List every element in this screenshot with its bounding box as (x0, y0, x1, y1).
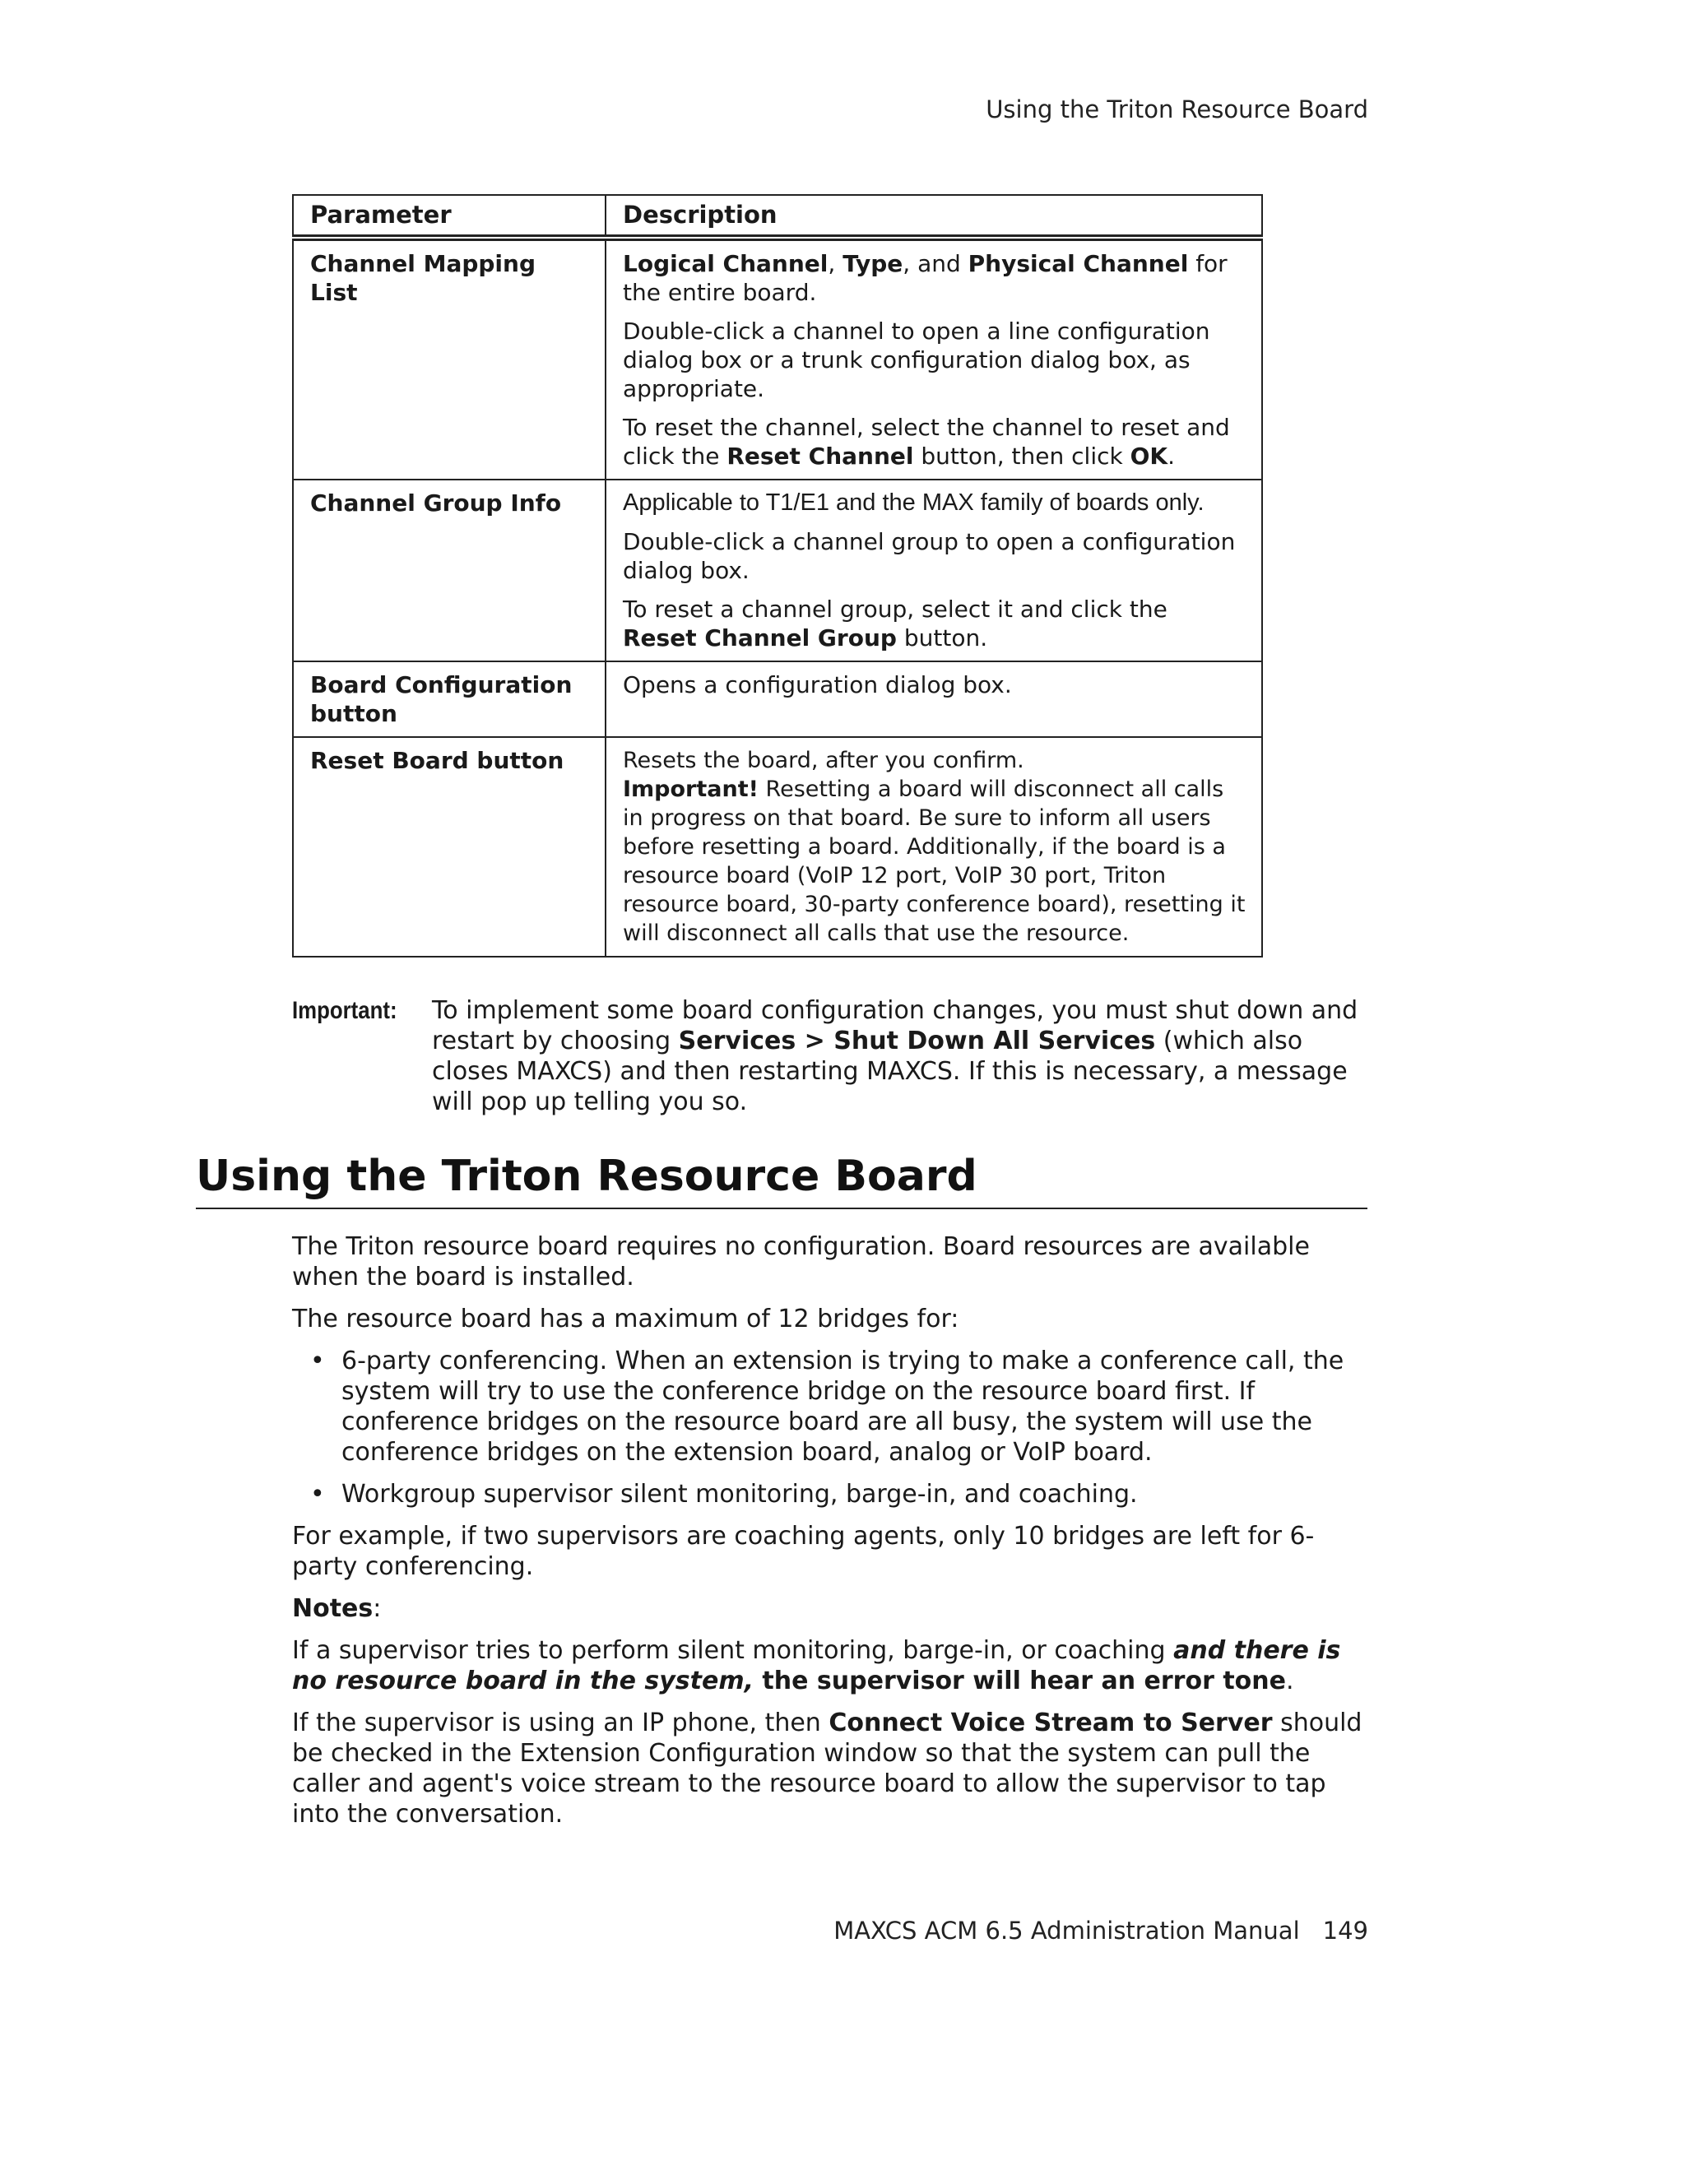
column-header-parameter: Parameter (293, 195, 606, 238)
parameter-name: Channel Mapping List (293, 238, 606, 480)
list-item-text: 6-party conferencing. When an extension is trying to make a conference call, the system will try to use the conference bridge on the resource board first. If conference bridges on the resource board are all busy, the system will use the conference bridges on the extension board, analog or VoIP board. (341, 1347, 1344, 1467)
table-row (293, 737, 1262, 957)
text-run: button, then click (913, 443, 1130, 470)
list-item-text: Workgroup supervisor silent monitoring, barge-in, and coaching. (341, 1480, 1138, 1509)
list-item (310, 1479, 1370, 1509)
text-run: for the entire board. (623, 250, 1228, 306)
parameter-name: Board Configuration button (293, 661, 606, 737)
body-paragraph (292, 1635, 1370, 1696)
parameter-description (606, 737, 1262, 957)
bold-text: the supervisor will hear an error tone (753, 1667, 1286, 1695)
menu-path: Services > Shut Down All Services (678, 1027, 1156, 1055)
text-run: (which also closes MAXCS) and then restarting MAXCS. If this is necessary, a message will pop up telling you so. (432, 1027, 1348, 1116)
parameter-table (292, 194, 1263, 958)
body-paragraph (292, 1708, 1370, 1829)
bullet-icon: • (310, 1480, 325, 1509)
body-paragraph: For example, if two supervisors are coaching agents, only 10 bridges are left for 6-party conferencing. (292, 1522, 1315, 1581)
bold-term: Logical Channel (623, 250, 829, 277)
description-paragraph (623, 775, 1246, 948)
text-run: To reset a channel group, select it and click the (623, 596, 1167, 623)
text-run: : (373, 1594, 382, 1623)
important-text (432, 995, 1370, 1117)
parameter-description (606, 661, 1262, 737)
bold-term: Reset Channel Group (623, 624, 897, 651)
text-run: , (828, 250, 843, 277)
text-run: If the supervisor is using an IP phone, then (292, 1709, 829, 1737)
section-heading: Using the Triton Resource Board (196, 1150, 1367, 1209)
notes-label: Notes (292, 1594, 374, 1623)
body-paragraph: The Triton resource board requires no configuration. Board resources are available when the board is installed. (292, 1232, 1310, 1291)
bold-term: Type (842, 250, 903, 277)
table-header-row (293, 195, 1262, 238)
bold-term: Connect Voice Stream to Server (829, 1709, 1273, 1737)
text-run: If a supervisor tries to perform silent monitoring, barge-in, or coaching (292, 1636, 1174, 1665)
table-row (293, 480, 1262, 661)
section-body (292, 1231, 1370, 1841)
description-paragraph: Resets the board, after you confirm. (623, 748, 1024, 773)
text-run: . (1167, 443, 1176, 470)
table-row (293, 661, 1262, 737)
description-paragraph: Opens a configuration dialog box. (623, 671, 1012, 698)
manual-title: MAXCS ACM 6.5 Administration Manual (833, 1917, 1300, 1945)
text-run: To reset the channel, select the channel to reset and click the (623, 414, 1230, 470)
column-header-description: Description (606, 195, 1262, 238)
list-item (310, 1346, 1370, 1468)
page-footer (833, 1917, 1368, 1945)
parameter-description (606, 238, 1262, 480)
description-paragraph: Applicable to T1/E1 and the MAX family of boards only. (623, 489, 1205, 516)
parameter-description (606, 480, 1262, 661)
text-run: . (1285, 1667, 1294, 1695)
text-run: button. (896, 624, 988, 651)
important-note (292, 995, 1370, 1117)
text-run: To implement some board configuration changes, you must shut down and restart by choosing (432, 996, 1358, 1055)
text-run: Resetting a board will disconnect all calls in progress on that board. Be sure to inform all users before resetting a board. Additionally, if the board is a resource board (VoIP 12 port, VoIP 30 port, Triton resource board, 30-party conference board), resetting it will disconnect all calls that use the resource. (623, 777, 1246, 946)
bold-term: Physical Channel (968, 250, 1189, 277)
bold-term: OK (1130, 443, 1168, 470)
description-paragraph: Double-click a channel group to open a configuration dialog box. (623, 528, 1236, 584)
text-run: , and (903, 250, 968, 277)
important-label: Important: (292, 997, 397, 1024)
table-row (293, 238, 1262, 480)
bold-term: Important! (623, 777, 759, 802)
description-paragraph: Double-click a channel to open a line configuration dialog box or a trunk configuration dialog box, as appropriate. (623, 318, 1210, 402)
description-paragraph (623, 249, 1246, 307)
bullet-list (292, 1346, 1370, 1509)
running-header: Using the Triton Resource Board (986, 95, 1368, 123)
bold-italic-text: and there is no resource board in the system, (292, 1636, 1341, 1695)
description-paragraph (623, 595, 1246, 652)
description-paragraph (623, 413, 1246, 471)
page-number: 149 (1322, 1917, 1368, 1945)
parameter-name: Reset Board button (293, 737, 606, 957)
notes-heading (292, 1593, 1370, 1624)
text-run: should be checked in the Extension Configuration window so that the system can pull the caller and agent's voice stream to the resource board to allow the supervisor to tap into the conversation. (292, 1709, 1362, 1829)
body-paragraph: The resource board has a maximum of 12 bridges for: (292, 1305, 959, 1333)
parameter-name: Channel Group Info (293, 480, 606, 661)
bullet-icon: • (310, 1347, 325, 1375)
bold-term: Reset Channel (726, 443, 914, 470)
